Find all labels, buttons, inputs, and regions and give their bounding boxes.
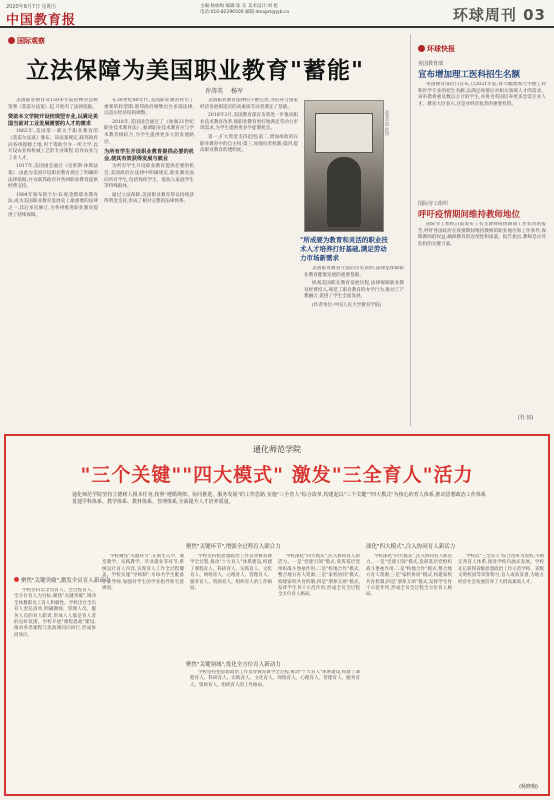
section-tag-international	[8, 36, 45, 46]
section-tag-label: 国际观察	[17, 37, 45, 45]
article-subheading: 资助本文学院开设校规型专业,以满足美国当前对工业发展需要的人才的需求	[8, 114, 98, 127]
feature-paragraph: 学校坚持以全员育人、全过程育人、全方位育人为目标,聚焦"关键突破",调动全体教职员工育人积极性。学校出台全员育人责任清单,明确教师、管理人员、服务人员的育人职责,形成人人都是育人者的良好氛围。学校开展"课程思政"建设,推动各类课程与思政课同向同行,形成协同效应。	[14, 588, 96, 638]
feature-subhead-2: 深化"四大模式",注入协同育人新活力	[366, 544, 456, 550]
feature-paragraph: 学校深化"四大模式",注入协同育人新活力。一是"党建引领"模式,发挥基层党组织战斗堡垒作用;二是"校地合作"模式,整合地方育人资源;三是"家校协同"模式,构建家校共育机制;四是"朋辈互助"模式,发挥学生骨干示范作用,形成全员全过程全方位育人格局。	[278, 554, 360, 598]
photo-person	[327, 157, 361, 227]
feature-headline: "三个关键""四大模式" 激发"三全育人"活力	[80, 464, 474, 486]
article-paragraph: 1862年,美国第一部关于职业教育的《莫雷尔法案》颁布。该法案规定,联邦政府向各州拨赠土地,用于资助至少一所大学,以开设农业和机械工艺的专业课程,培养农业与工业人才。	[8, 129, 98, 161]
article-paragraph: 美国职业教育立法的历史表明,法律是保障职业教育健康发展的重要基础。	[304, 266, 404, 278]
sidebar-tag	[418, 44, 455, 54]
sidebar-headline-2: 呼吁疫情期间维持教师地位	[418, 210, 521, 220]
feature-intro: 通化师范学院坚持立德树人根本任务,按照"遵循规律、协同推进、服务发展"的工作思路,实施"三全育人"综合改革,构建起以"三个关键""四大模式"为核心的育人体系,推动思想政治工作体系贯通学科体系、教学体系、教材体系、管理体系,全面提升人才培养质量。	[72, 492, 486, 505]
section-title: 环球周刊 03	[452, 6, 546, 24]
subhead-dot-icon	[14, 577, 19, 582]
feature-paragraph: 学校以"三全育人"综合改革为契机,不断完善育人体系,推进学校内涵式发展。学校先后获得省级思想政治工作示范学校、省级文明校园等荣誉称号,育人成效显著,为地方经济社会发展培养了大批高素质人才。	[458, 554, 544, 585]
editor-info-line: 主编:杨咏梅 编辑:张 东 美术设计:刘 旭	[200, 4, 278, 9]
article-paragraph: 1917年,美国国会通过《史密斯-休斯法案》,由此为美国开设职业教育规定了明确的法律依据,并为联邦政府对各州职业教育提供经费支持。	[8, 164, 98, 190]
sidebar-kicker-1: 英国教育部	[418, 61, 444, 67]
feature-column-2	[102, 554, 184, 788]
article-column-3	[200, 98, 298, 428]
feature-subhead-1: 聚焦"关键环节",增强全过程育人联合力	[186, 544, 281, 550]
article-column-4	[304, 266, 404, 428]
article-paragraph: 在20世纪80年代,美国职业教育经历了重要的转型期,联邦政府相继出台多部法律,以适应经济结构调整。	[104, 98, 194, 117]
article-photo	[304, 100, 384, 232]
feature-subhead-4: 聚焦"关键领域",优化全方位育人新动力	[186, 662, 281, 668]
feature-subhead-3-label: 聚焦"关键突破",激发全员育人新动力	[21, 578, 111, 584]
sidebar-paragraph: 国际劳工组织日前发布了有关教师疫情期间工作状况的报告,呼吁各国政府在疫情期间维持教师的职业地位和工作条件,保障教师的权益,确保教育的连续性和质量。报告指出,教师是应对危机的关键力量。	[418, 222, 546, 247]
article-paragraph: 美国职业教育从150多年前的林肯总统签署《莫雷尔法案》起,开始有了法律依据。	[8, 98, 98, 110]
sidebar-author: (杜 悦)	[518, 415, 534, 421]
article-column-1	[8, 98, 98, 428]
main-headline: 立法保障为美国职业教育"蓄能"	[26, 58, 364, 84]
article-paragraph: 2018年3月,美国教育部宣布将进一步推动职业技术教育改革,使职业教育更好地满足劳动力市场需求,为学生提供更多学徒制机会。	[200, 113, 298, 132]
feature-paragraph: 学校聚焦"关键环节",在新生入学、课堂教学、实践教学、毕业就业等环节,系统设计育人内容,实现育人工作全过程覆盖。学校实施"导师制",为每名学生配备学业导师,加强对学生的学业指导和生涯规划。	[102, 554, 184, 592]
sidebar-divider	[410, 34, 411, 426]
feature-column-1	[14, 588, 96, 788]
sidebar-text-2	[418, 222, 546, 412]
article-column-2	[104, 98, 194, 428]
article-paragraph: 2018年,美国国会通过了《加强21世纪职业技术教育法》,强调职业技术教育应与学术教育相结合,为学生提供更多元的发展路径。	[104, 119, 194, 145]
feature-column-3b	[190, 670, 360, 788]
feature-column-6	[458, 554, 544, 780]
newspaper-logo: 中国教育报	[6, 13, 77, 28]
author-1: 许涛英	[205, 88, 224, 95]
article-paragraph: 1984年颁布的卡尔·D.帕金斯职业教育法,成为美国职业教育发展史上最重要的法律之一,其后多次修订,为各州推进职业教育提供了持续保障。	[8, 192, 98, 218]
feature-kicker: 通化师范学院	[253, 445, 301, 454]
article-paragraph: 为所有学生开设职业教育提供必要的机会,美国政府在法律中明确规定,职业教育面向所有学生,包括残疾学生、低收入家庭学生等特殊群体。	[104, 164, 194, 190]
photo-credit: 视觉中国 供图	[385, 110, 390, 136]
photo-caption: "所成要为教育和灵活的职业技术人才培养打好基础,满足劳动力市场新需求	[300, 236, 388, 262]
article-paragraph: 通过立法保障,美国职业教育得以持续获得资金支持,形成了相对完整的法律体系。	[104, 192, 194, 205]
article-paragraph: 第一,扩大资金支持范围;第二,增加州政府在职业教育中的自主权;第三,加强问责机制;第四,提高职业教育的透明度。	[200, 134, 298, 154]
feature-column-3	[190, 554, 272, 654]
feature-column-5	[366, 554, 452, 788]
feature-column-4	[278, 554, 360, 654]
sidebar-kicker-2: 国际劳工组织	[418, 201, 449, 207]
sidebar-tag-label: 环球快报	[427, 45, 455, 53]
masthead	[0, 0, 554, 28]
sidebar-dot-icon	[418, 45, 425, 52]
byline	[205, 86, 251, 95]
issue-date: 2020年8月7日 星期五	[6, 4, 57, 10]
feature-paragraph: 学校坚持把思想政治工作贯穿教育教学全过程,推动"十大育人"体系建设,构建了课程育人、科研育人、实践育人、文化育人、网络育人、心理育人、管理育人、服务育人、资助育人、组织育人的工作格局。	[190, 670, 360, 688]
editor-info	[200, 4, 400, 16]
contact-info-line: 电话:010-82296500 邮箱:dongxt@jyb.cn	[200, 10, 290, 15]
sidebar-text-1	[418, 82, 546, 192]
author-2: 杨军	[231, 88, 244, 95]
article-subheading: 为所有学生开设职业教育提供必要的机会,使其有效获得发展与就业	[104, 149, 194, 162]
article-paragraph: 美国职业教育法律的不断完善,为培养与国家经济发展相适应的高素质劳动者奠定了基础。	[200, 98, 298, 110]
photo-screen	[315, 113, 373, 153]
feature-signature: (杨晓梅)	[519, 784, 538, 790]
article-paragraph: 纵观美国职业教育发展历程,法律保障职业教育经费投入,规范了职业教育的办学行为,推动了产教融合,促进了学生全面发展。	[304, 281, 404, 300]
article-paragraph: (作者单位:中国人民大学教育学院)	[312, 302, 382, 308]
feature-box	[4, 434, 550, 796]
section-dot-icon	[8, 37, 15, 44]
sidebar-headline-1: 宣布增加理工医科招生名额	[418, 70, 521, 80]
sidebar-paragraph: 英国教育部近日宣布,自2021年起,将大幅增加大学理工科和医学专业的招生名额,以满足疫情后对相关领域人才的需求。该举措将惠及数以万计的学生,并将为英国培养更多急需专业人才。教育大臣表示,这是对经济复苏的重要投资。	[418, 82, 546, 107]
feature-paragraph: 学校深化"四大模式",注入协同育人新活力。一是"党建引领"模式,发挥基层党组织战斗堡垒作用;二是"校地合作"模式,整合地方育人资源;三是"家校协同"模式,构建家校共育机制;四是"朋辈互助"模式,发挥学生骨干示范作用,形成全员全过程全方位育人格局。	[366, 554, 452, 598]
feature-paragraph: 学校坚持把思想政治工作贯穿教育教学全过程,推动"十大育人"体系建设,构建了课程育人、科研育人、实践育人、文化育人、网络育人、心理育人、管理育人、服务育人、资助育人、组织育人的工作格局。	[190, 554, 272, 592]
feature-subhead-3	[14, 576, 110, 584]
